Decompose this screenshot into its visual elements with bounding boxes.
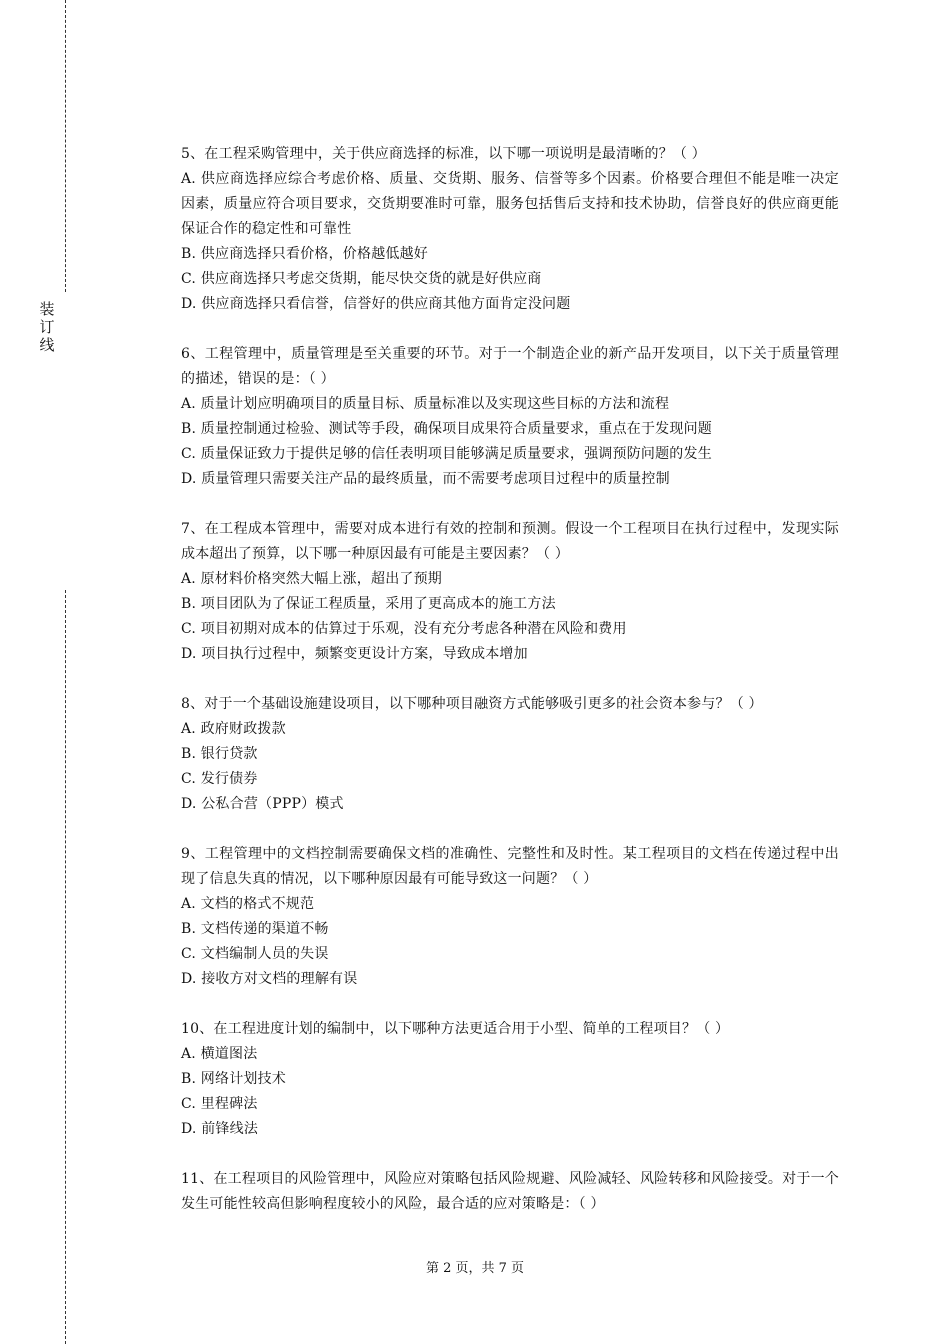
option-d: D. 质量管理只需要关注产品的最终质量，而不需要考虑项目过程中的质量控制 (181, 471, 670, 487)
option-b: B. 网络计划技术 (181, 1071, 286, 1087)
question-11 (181, 1167, 839, 1217)
option-b: B. 银行贷款 (181, 746, 258, 762)
option-a: A. 质量计划应明确项目的质量目标、质量标准以及实现这些目标的方法和流程 (181, 396, 670, 412)
option-d: D. 前锋线法 (181, 1121, 259, 1137)
binding-char: 线 (39, 336, 55, 354)
binding-char: 订 (39, 318, 55, 336)
page-number: 第 2 页，共 7 页 (425, 1261, 525, 1276)
exam-content (181, 142, 839, 1242)
option-a: A. 文档的格式不规范 (181, 896, 315, 912)
option-a: A. 原材料价格突然大幅上涨，超出了预期 (181, 571, 443, 587)
option-c: C. 质量保证致力于提供足够的信任表明项目能够满足质量要求，强调预防问题的发生 (181, 446, 712, 462)
option-c: C. 文档编制人员的失误 (181, 946, 329, 962)
question-stem: 8、对于一个基础设施建设项目，以下哪种项目融资方式能够吸引更多的社会资本参与？（ ） (181, 696, 763, 712)
option-b: B. 质量控制通过检验、测试等手段，确保项目成果符合质量要求，重点在于发现问题 (181, 421, 712, 437)
question-stem: 10、在工程进度计划的编制中，以下哪种方法更适合用于小型、简单的工程项目？（ ） (181, 1021, 730, 1037)
question-9 (181, 842, 839, 992)
option-b: B. 文档传递的渠道不畅 (181, 921, 329, 937)
option-c: C. 发行债券 (181, 771, 258, 787)
option-a: A. 政府财政拨款 (181, 721, 286, 737)
binding-label (36, 300, 58, 354)
question-stem: 5、在工程采购管理中，关于供应商选择的标准，以下哪一项说明是最清晰的？（ ） (181, 146, 706, 162)
option-b: B. 供应商选择只看价格，价格越低越好 (181, 246, 428, 262)
question-5 (181, 142, 839, 317)
question-stem: 6、工程管理中，质量管理是至关重要的环节。对于一个制造企业的新产品开发项目，以下关于质量管理的描述，错误的是：（ ） (181, 346, 839, 387)
question-stem: 11、在工程项目的风险管理中，风险应对策略包括风险规避、风险减轻、风险转移和风险接受。对于一个发生可能性较高但影响程度较小的风险，最合适的应对策略是：（ ） (181, 1171, 839, 1212)
question-6 (181, 342, 839, 492)
binding-line-bottom (65, 590, 66, 1344)
question-10 (181, 1017, 839, 1142)
option-d: D. 项目执行过程中，频繁变更设计方案，导致成本增加 (181, 646, 528, 662)
binding-char: 装 (39, 300, 55, 318)
option-c: C. 里程碑法 (181, 1096, 258, 1112)
option-c: C. 项目初期对成本的估算过于乐观，没有充分考虑各种潜在风险和费用 (181, 621, 627, 637)
binding-line-top (65, 0, 66, 292)
question-stem: 7、在工程成本管理中，需要对成本进行有效的控制和预测。假设一个工程项目在执行过程中，发现实际成本超出了预算，以下哪一种原因最有可能是主要因素？（ ） (181, 521, 839, 562)
question-7 (181, 517, 839, 667)
option-d: D. 接收方对文档的理解有误 (181, 971, 358, 987)
question-8 (181, 692, 839, 817)
option-a: A. 横道图法 (181, 1046, 258, 1062)
option-d: D. 供应商选择只看信誉，信誉好的供应商其他方面肯定没问题 (181, 296, 571, 312)
option-a: A. 供应商选择应综合考虑价格、质量、交货期、服务、信誉等多个因素。价格要合理但不能是唯一决定因素，质量应符合项目要求，交货期要准时可靠，服务包括售后支持和技术协助，信誉良好的供应商更能保证合作的稳定性和可靠性 (181, 171, 839, 237)
question-stem: 9、工程管理中的文档控制需要确保文档的准确性、完整性和及时性。某工程项目的文档在传递过程中出现了信息失真的情况，以下哪种原因最有可能导致这一问题？（ ） (181, 846, 839, 887)
option-c: C. 供应商选择只考虑交货期，能尽快交货的就是好供应商 (181, 271, 542, 287)
option-b: B. 项目团队为了保证工程质量，采用了更高成本的施工方法 (181, 596, 556, 612)
option-d: D. 公私合营（PPP）模式 (181, 796, 344, 812)
